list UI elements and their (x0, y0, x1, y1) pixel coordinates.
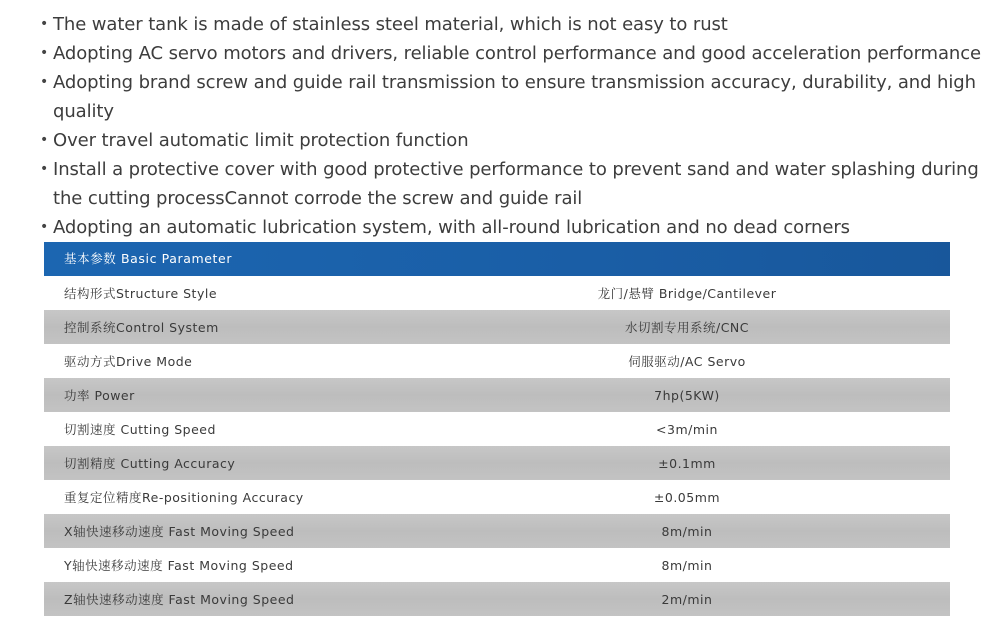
feature-text: Install a protective cover with good protective performance to prevent sand and water splashing during the cutting processCannot corrode the screw and guide rail (53, 159, 979, 209)
bullet-icon: • (40, 219, 49, 235)
param-label: 重复定位精度Re-positioning Accuracy (64, 490, 304, 505)
bullet-icon: • (40, 161, 49, 177)
param-label: 结构形式Structure Style (64, 286, 218, 301)
param-label: 驱动方式Drive Mode (64, 354, 193, 369)
table-row (44, 446, 950, 480)
param-label: Y轴快速移动速度 Fast Moving Speed (64, 558, 294, 573)
table-row (44, 344, 950, 378)
table-row (44, 514, 950, 548)
feature-text: Adopting brand screw and guide rail transmission to ensure transmission accuracy, durability, and high quality (53, 72, 976, 122)
param-value: 伺服驱动/AC Servo (628, 354, 746, 369)
feature-item (40, 126, 990, 155)
table-header: 基本参数 Basic Parameter (44, 242, 950, 276)
parameter-table (44, 242, 950, 616)
param-label: 切割精度 Cutting Accuracy (64, 456, 236, 471)
feature-text: Adopting an automatic lubrication system, with all-round lubrication and no dead corners (53, 217, 850, 238)
bullet-icon: • (40, 132, 49, 148)
feature-item (40, 213, 990, 242)
param-label: 功率 Power (64, 388, 135, 403)
table-row (44, 412, 950, 446)
feature-text: Adopting AC servo motors and drivers, reliable control performance and good acceleration performance (53, 43, 981, 64)
param-value: 8m/min (661, 557, 713, 573)
param-value: 水切割专用系统/CNC (624, 320, 750, 335)
table-row (44, 310, 950, 344)
table-row (44, 276, 950, 310)
param-value: 8m/min (661, 523, 713, 539)
feature-item (40, 10, 990, 39)
param-label: 控制系统Control System (64, 320, 219, 335)
param-value: ±0.05mm (653, 489, 721, 505)
table-row (44, 548, 950, 582)
table-row (44, 582, 950, 616)
param-label: X轴快速移动速度 Fast Moving Speed (64, 524, 295, 539)
table-row (44, 480, 950, 514)
feature-list (40, 10, 990, 242)
feature-item (40, 39, 990, 68)
param-value: ±0.1mm (658, 455, 716, 471)
bullet-icon: • (40, 16, 49, 32)
param-value: 2m/min (661, 591, 713, 607)
param-value: 7hp(5KW) (654, 387, 720, 403)
param-value: 龙门/悬臂 Bridge/Cantilever (597, 286, 777, 301)
feature-text: The water tank is made of stainless steel material, which is not easy to rust (53, 14, 728, 35)
feature-item (40, 68, 990, 126)
bullet-icon: • (40, 74, 49, 90)
table-row (44, 378, 950, 412)
param-value: <3m/min (656, 421, 718, 437)
param-label: 切割速度 Cutting Speed (64, 422, 216, 437)
param-label: Z轴快速移动速度 Fast Moving Speed (64, 592, 295, 607)
feature-item (40, 155, 990, 213)
feature-text: Over travel automatic limit protection function (53, 130, 469, 151)
bullet-icon: • (40, 45, 49, 61)
